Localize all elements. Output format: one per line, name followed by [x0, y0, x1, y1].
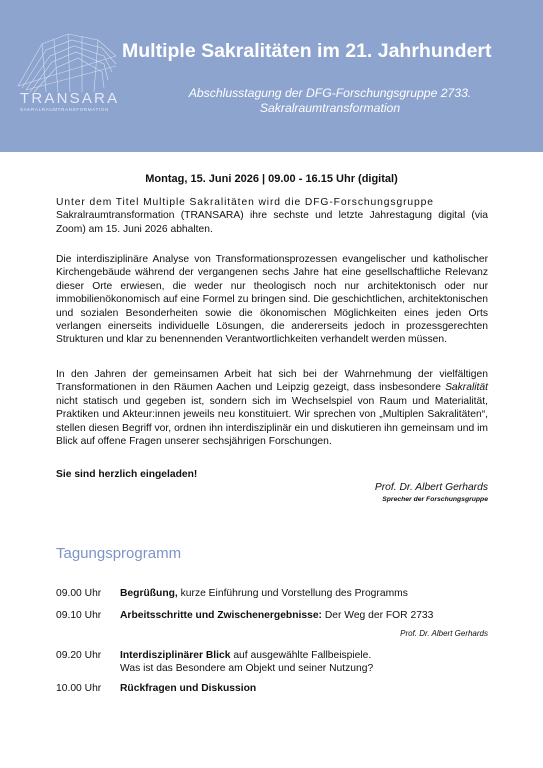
signature-name: Prof. Dr. Albert Gerhards — [374, 482, 488, 493]
program-description — [120, 649, 488, 676]
intro-paragraph-1 — [56, 196, 488, 236]
program-title: Rückfragen und Diskussion — [120, 683, 257, 694]
logo-wordmark: TRANSARA — [20, 90, 120, 107]
program-title: Interdisziplinärer Blick — [120, 650, 231, 661]
intro-p3-emphasis: Sakralität — [445, 382, 488, 394]
intro-p3-end: nicht statisch und gegeben ist, sondern sich im Wechselspiel von Raum und Materialität, Praktiken und Akteur:innen jeweils neu konstituiert. Wir sprechen von „Multiplen Sakralitäten“, stellen diesen Begriff vor, ordnen ihn interdisziplinär ein und diskutieren ihn gemeinsam und im Blick auf offene Fragen unserer sechsjährigen Forschungen. — [56, 395, 488, 448]
program-title: Arbeitsschritte und Zwischenergebnisse: — [120, 610, 322, 621]
program-speaker: Prof. Dr. Albert Gerhards — [400, 629, 488, 638]
program-detail: kurze Einführung und Vorstellung des Programms — [177, 588, 408, 599]
page-subtitle — [150, 86, 510, 116]
intro-p1-rest: Sakralraumtransformation (TRANSARA) ihre sechste und letzte Jahrestagung digital (via Zoom) am 15. Juni 2026 abhalten. — [56, 210, 488, 235]
program-detail-line-2: Was ist das Besondere am Objekt und seiner Nutzung? — [120, 663, 374, 675]
program-time: 09.00 Uhr — [56, 588, 102, 599]
intro-p1-line1: Unter dem Titel Multiple Sakralitäten wird die DFG-Forschungsgruppe — [56, 197, 434, 208]
page-title: Multiple Sakralitäten im 21. Jahrhundert — [122, 40, 492, 62]
program-heading: Tagungsprogramm — [56, 545, 182, 562]
program-time: 09.20 Uhr — [56, 650, 102, 661]
logo-subtitle: SAKRALRAUMTRANSFORMATION — [20, 107, 109, 112]
program-title: Begrüßung, — [120, 588, 178, 599]
invitation-text: Sie sind herzlich eingeladen! — [56, 469, 198, 480]
program-time: 10.00 Uhr — [56, 683, 102, 694]
program-detail: auf ausgewählte Fallbeispiele. — [230, 650, 372, 661]
program-description — [120, 587, 488, 600]
signature-role: Sprecher der Forschungsgruppe — [382, 496, 488, 503]
intro-paragraph-2: Die interdisziplinäre Analyse von Transformationsprozessen evangelischer und katholischer Kirchengebäude während der vergangenen sechs Jahre hat eine gesellschaftliche Relevanz dieser Orte erwiesen, die weder nur theologisch noch nur architektonisch oder nur immobilienökonomisch auf eine Formel zu bringen sind. Die geschichtlichen, architektonischen und sozialen Besonderheiten sowie die ökonomischen Möglichkeiten eines jeden Orts verlangen einerseits individuelle Lösungen, die andererseits jedoch in prozessgerechten Strukturen und klar zu benennenden Verantwortlichkeiten verhandelt werden müssen. — [56, 254, 488, 346]
header-banner — [0, 0, 543, 152]
program-time: 09.10 Uhr — [56, 610, 102, 621]
subtitle-line-1: Abschlusstagung der DFG-Forschungsgruppe 2733. — [188, 86, 472, 100]
program-description — [120, 609, 488, 622]
subtitle-line-2: Sakralraumtransformation — [259, 101, 401, 115]
intro-paragraph-3 — [56, 368, 488, 448]
intro-p3-start: In den Jahren der gemeinsamen Arbeit hat sich bei der Wahrnehmung der vielfältigen Transformationen in den Räumen Aachen und Leipzig gezeigt, dass insbesondere — [56, 369, 488, 394]
program-description — [120, 682, 488, 695]
event-date: Montag, 15. Juni 2026 | 09.00 - 16.15 Uhr (digital) — [145, 173, 398, 185]
program-detail: Der Weg der FOR 2733 — [321, 610, 434, 621]
